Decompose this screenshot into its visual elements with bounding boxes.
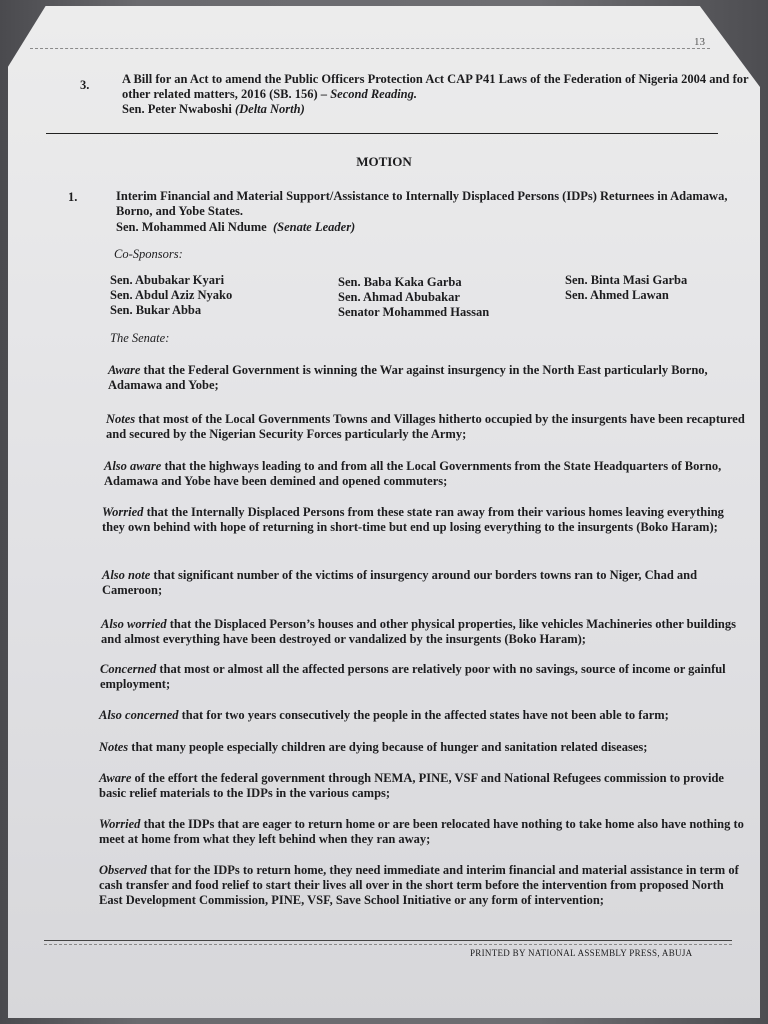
paragraph-also-worried: Also worried that the Displaced Person’s houses and other physical properties, like vehicles Machineries other buildings and almost everything have been destroyed or vandalized by the insurgents (Boko Haram); — [101, 617, 736, 646]
co-sponsor: Sen. Ahmad Abubakar — [338, 290, 460, 304]
bill-sponsor: Sen. Peter Nwaboshi (Delta North) — [122, 102, 305, 116]
motion-sponsor-role: (Senate Leader) — [272, 220, 356, 234]
paragraph-concerned: Concerned that most or almost all the affected persons are relatively poor with no savings, source of income or gainful employment; — [100, 662, 726, 691]
paragraph-also-aware: Also aware that the highways leading to and from all the Local Governments from the State Headquarters of Borno, Adamawa and Yobe have been demined and opened commuters; — [104, 459, 722, 488]
co-sponsor: Sen. Binta Masi Garba — [565, 273, 688, 287]
paragraph-also-note: Also note that significant number of the victims of insurgency around our borders towns ran to Niger, Chad and Cameroon; — [102, 568, 698, 597]
bill-text: A Bill for an Act to amend the Public Officers Protection Act CAP P41 Laws of the Federation of Nigeria 2004 and for other related matters, 2016 (SB. 156) – — [122, 72, 749, 101]
co-sponsor: Senator Mohammed Hassan — [338, 305, 490, 319]
bill-sponsor-district: (Delta North) — [234, 102, 305, 116]
footer-divider — [44, 940, 732, 941]
footer-divider-dashed — [44, 944, 732, 945]
paragraph-observed: Observed that for the IDPs to return home, they need immediate and interim financial and material assistance in term of cash transfer and food relief to start their lives all over in the short term before the intervention from proposed North East Development Commission, PINE, VSF, Save School Initiative or any form of intervention; — [99, 863, 739, 907]
top-divider — [30, 48, 710, 49]
bill-reading: Second Reading. — [330, 87, 417, 101]
co-sponsors-column-2 — [338, 275, 489, 320]
motion-number: 1. — [68, 190, 78, 204]
paragraph-worried: Worried that the Internally Displaced Persons from these state ran away from their various homes leaving everything they own behind with hope of returning in short-time but end up losing everything to the insurgents (Boko Haram); — [102, 505, 724, 534]
section-divider — [46, 133, 718, 134]
co-sponsors-label: Co-Sponsors: — [114, 247, 183, 261]
paragraph-notes-2: Notes that many people especially children are dying because of hunger and sanitation related diseases; — [99, 740, 648, 754]
co-sponsor: Sen. Baba Kaka Garba — [338, 275, 462, 289]
the-senate-label: The Senate: — [110, 331, 170, 345]
bill-item — [122, 72, 752, 117]
paragraph-also-concerned: Also concerned that for two years consecutively the people in the affected states have not been able to farm; — [99, 708, 669, 722]
co-sponsor: Sen. Abubakar Kyari — [110, 273, 225, 287]
section-heading: MOTION — [356, 154, 412, 169]
paragraph-notes: Notes that most of the Local Governments Towns and Villages hitherto occupied by the insurgents have been recaptured and secured by the Nigerian Security Forces particularly the Army; — [106, 412, 745, 441]
co-sponsor: Sen. Abdul Aziz Nyako — [110, 288, 233, 302]
co-sponsor: Sen. Bukar Abba — [110, 303, 202, 317]
co-sponsors-column-1 — [110, 273, 232, 318]
motion-title: Interim Financial and Material Support/Assistance to Internally Displaced Persons (IDPs) Returnees in Adamawa, Borno, and Yobe States. — [116, 189, 728, 218]
page-number: 13 — [694, 36, 705, 48]
co-sponsor: Sen. Ahmed Lawan — [565, 288, 669, 302]
motion-sponsor: Sen. Mohammed Ali Ndume (Senate Leader) — [116, 220, 356, 234]
bill-number: 3. — [80, 78, 90, 92]
printer-imprint: PRINTED BY NATIONAL ASSEMBLY PRESS, ABUJA — [470, 948, 693, 958]
co-sponsors-column-3 — [565, 273, 687, 303]
paragraph-worried-2: Worried that the IDPs that are eager to return home or are been relocated have nothing to take home also have nothing to meet at home from what they left behind when they ran away; — [99, 817, 744, 846]
paragraph-aware: Aware that the Federal Government is winning the War against insurgency in the North East particularly Borno, Adamawa and Yobe; — [108, 363, 708, 392]
paragraph-aware-2: Aware of the effort the federal government through NEMA, PINE, VSF and National Refugees commission to provide basic relief materials to the IDPs in the various camps; — [99, 771, 724, 800]
